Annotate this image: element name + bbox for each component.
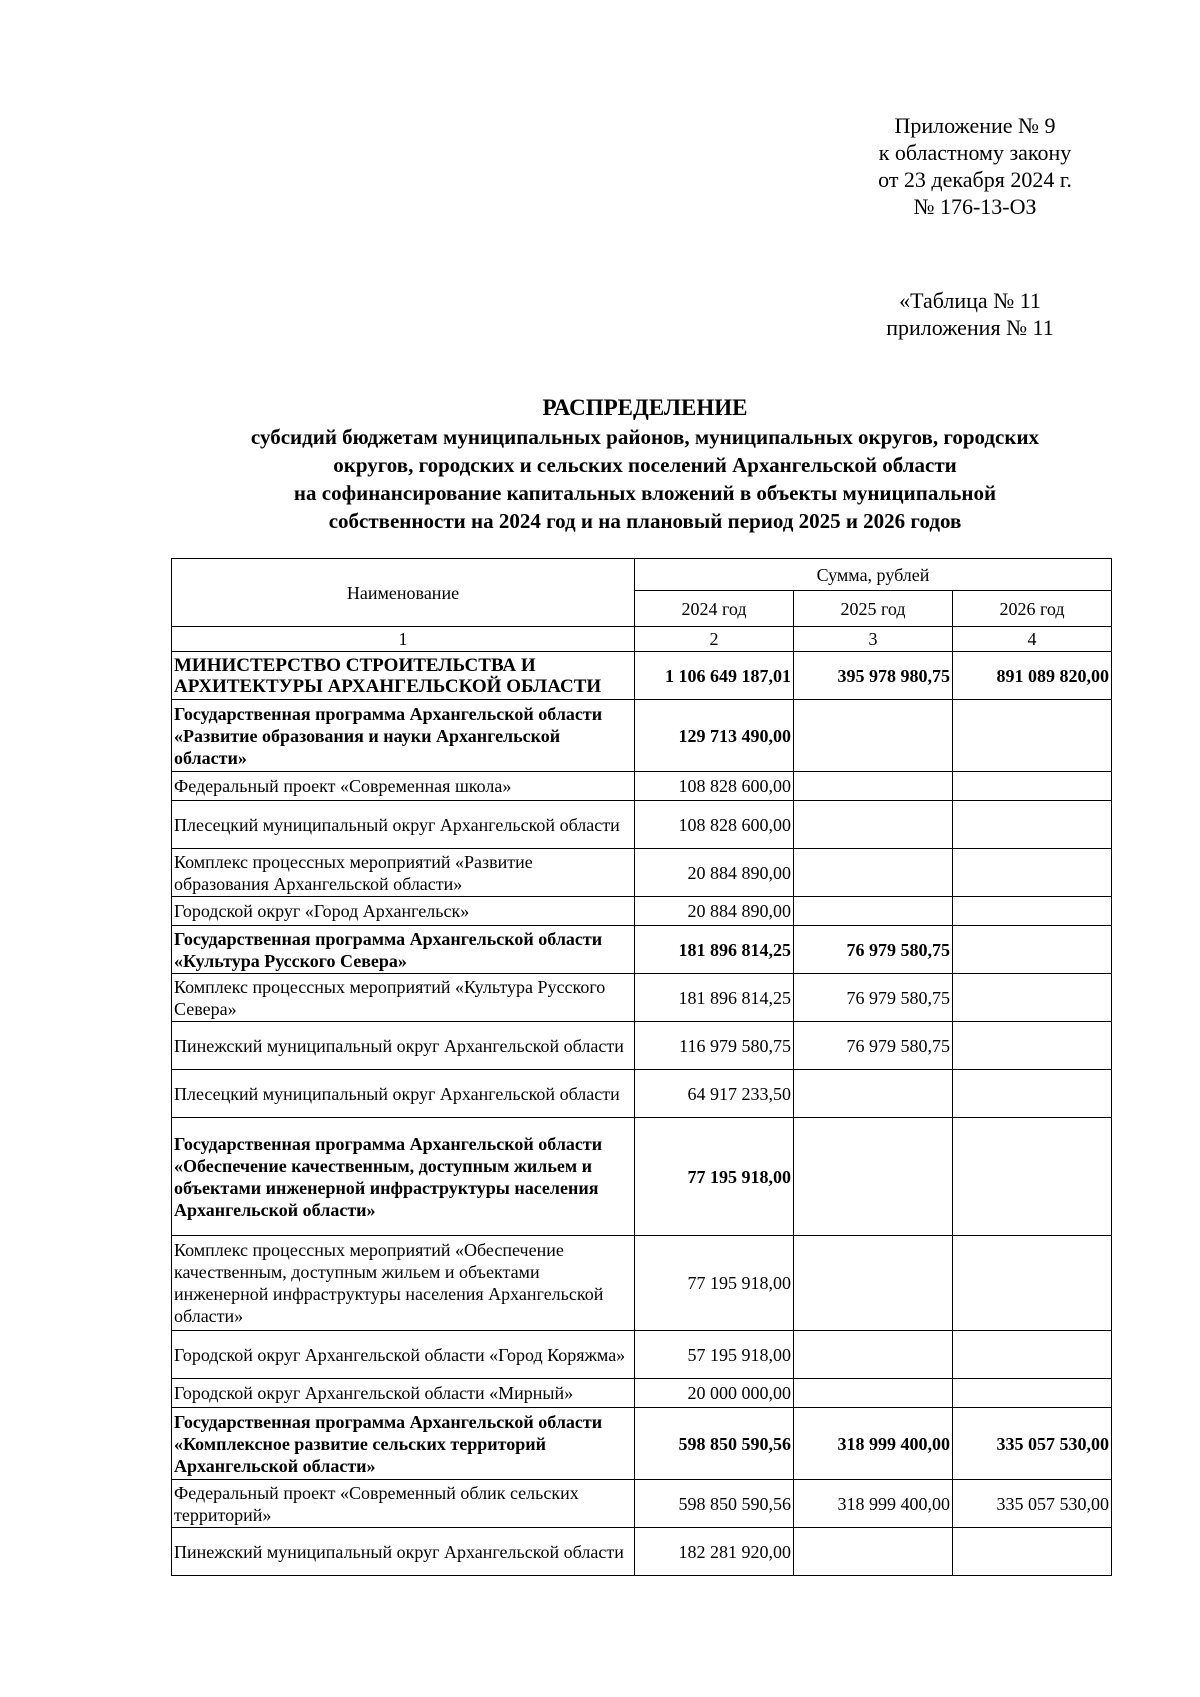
row-value-2024: 77 195 918,00 xyxy=(635,1118,794,1236)
row-value-2025: 318 999 400,00 xyxy=(794,1480,953,1528)
header-year-2025: 2025 год xyxy=(794,591,953,627)
column-number: 4 xyxy=(953,627,1112,652)
column-number: 1 xyxy=(172,627,635,652)
row-value-2024: 129 713 490,00 xyxy=(635,700,794,772)
table-row xyxy=(172,772,1112,801)
row-value-2026 xyxy=(953,772,1112,801)
column-number: 2 xyxy=(635,627,794,652)
table-row xyxy=(172,652,1112,700)
table-row xyxy=(172,1480,1112,1528)
row-value-2025 xyxy=(794,1331,953,1379)
row-value-2026: 335 057 530,00 xyxy=(953,1408,1112,1480)
row-value-2025: 76 979 580,75 xyxy=(794,926,953,974)
row-value-2025 xyxy=(794,1118,953,1236)
row-value-2024: 20 884 890,00 xyxy=(635,849,794,897)
row-value-2026 xyxy=(953,700,1112,772)
table-reference xyxy=(870,287,1070,341)
table-row xyxy=(172,1408,1112,1480)
row-value-2025: 395 978 980,75 xyxy=(794,652,953,700)
row-value-2026 xyxy=(953,926,1112,974)
row-name: Федеральный проект «Современная школа» xyxy=(172,772,635,801)
row-value-2025 xyxy=(794,801,953,849)
row-value-2025 xyxy=(794,1070,953,1118)
header-name: Наименование xyxy=(172,559,635,627)
header-sum: Сумма, рублей xyxy=(635,559,1112,591)
row-value-2025: 318 999 400,00 xyxy=(794,1408,953,1480)
row-value-2025 xyxy=(794,897,953,926)
row-value-2024: 77 195 918,00 xyxy=(635,1236,794,1331)
row-name: Государственная программа Архангельской области «Обеспечение качественным, доступным жильем и объектами инженерной инфраструктуры населения Архангельской области» xyxy=(172,1118,635,1236)
row-name: Комплекс процессных мероприятий «Обеспечение качественным, доступным жильем и объектами инженерной инфраструктуры населения Архангельской области» xyxy=(172,1236,635,1331)
row-value-2024: 1 106 649 187,01 xyxy=(635,652,794,700)
table-reference-line: приложения № 11 xyxy=(886,315,1054,340)
row-name: Государственная программа Архангельской области «Культура Русского Севера» xyxy=(172,926,635,974)
distribution-table xyxy=(171,558,1112,1576)
row-value-2026 xyxy=(953,1070,1112,1118)
row-name: Пинежский муниципальный округ Архангельской области xyxy=(172,1022,635,1070)
header-year-2024: 2024 год xyxy=(635,591,794,627)
row-value-2025 xyxy=(794,772,953,801)
row-name: Государственная программа Архангельской области «Комплексное развитие сельских территорий Архангельской области» xyxy=(172,1408,635,1480)
table-row xyxy=(172,700,1112,772)
table-row xyxy=(172,1331,1112,1379)
appendix-line: Приложение № 9 xyxy=(894,113,1056,138)
table-reference-line: «Таблица № 11 xyxy=(899,288,1041,313)
row-value-2024: 182 281 920,00 xyxy=(635,1528,794,1576)
row-value-2025: 76 979 580,75 xyxy=(794,974,953,1022)
table-row xyxy=(172,1070,1112,1118)
table-row xyxy=(172,1379,1112,1408)
row-value-2025 xyxy=(794,849,953,897)
row-value-2024: 108 828 600,00 xyxy=(635,801,794,849)
title-line: на софинансирование капитальных вложений в объекты муниципальной xyxy=(293,481,997,505)
row-name: Городской округ «Город Архангельск» xyxy=(172,897,635,926)
row-name: Городской округ Архангельской области «Город Коряжма» xyxy=(172,1331,635,1379)
row-value-2026 xyxy=(953,1379,1112,1408)
row-name: Комплекс процессных мероприятий «Развитие образования Архангельской области» xyxy=(172,849,635,897)
table-row xyxy=(172,897,1112,926)
row-value-2026 xyxy=(953,849,1112,897)
table-row xyxy=(172,926,1112,974)
row-value-2024: 64 917 233,50 xyxy=(635,1070,794,1118)
row-value-2024: 108 828 600,00 xyxy=(635,772,794,801)
table-row xyxy=(172,1118,1112,1236)
row-value-2026 xyxy=(953,801,1112,849)
table-row xyxy=(172,849,1112,897)
row-value-2026 xyxy=(953,974,1112,1022)
row-name: Пинежский муниципальный округ Архангельской области xyxy=(172,1528,635,1576)
row-value-2024: 598 850 590,56 xyxy=(635,1480,794,1528)
row-value-2024: 181 896 814,25 xyxy=(635,926,794,974)
table-row xyxy=(172,1236,1112,1331)
row-name: Комплекс процессных мероприятий «Культура Русского Севера» xyxy=(172,974,635,1022)
row-value-2024: 598 850 590,56 xyxy=(635,1408,794,1480)
table-row xyxy=(172,1022,1112,1070)
row-value-2025: 76 979 580,75 xyxy=(794,1022,953,1070)
row-value-2024: 57 195 918,00 xyxy=(635,1331,794,1379)
column-number: 3 xyxy=(794,627,953,652)
row-value-2024: 181 896 814,25 xyxy=(635,974,794,1022)
appendix-line: от 23 декабря 2024 г. xyxy=(878,167,1072,192)
row-value-2026: 891 089 820,00 xyxy=(953,652,1112,700)
row-value-2024: 20 884 890,00 xyxy=(635,897,794,926)
row-value-2025 xyxy=(794,700,953,772)
title-line: субсидий бюджетам муниципальных районов, муниципальных округов, городских xyxy=(250,425,1040,449)
header-year-2026: 2026 год xyxy=(953,591,1112,627)
appendix-line: № 176-13-ОЗ xyxy=(913,194,1037,219)
row-value-2025 xyxy=(794,1528,953,1576)
row-value-2026: 335 057 530,00 xyxy=(953,1480,1112,1528)
row-value-2024: 20 000 000,00 xyxy=(635,1379,794,1408)
table-row xyxy=(172,801,1112,849)
row-value-2026 xyxy=(953,1528,1112,1576)
row-name: Государственная программа Архангельской области «Развитие образования и науки Архангельской области» xyxy=(172,700,635,772)
row-value-2026 xyxy=(953,1022,1112,1070)
document-title xyxy=(150,393,1140,535)
row-value-2024: 116 979 580,75 xyxy=(635,1022,794,1070)
row-name: Городской округ Архангельской области «Мирный» xyxy=(172,1379,635,1408)
row-value-2025 xyxy=(794,1236,953,1331)
table-row xyxy=(172,1528,1112,1576)
row-value-2026 xyxy=(953,1118,1112,1236)
title-line: собственности на 2024 год и на плановый период 2025 и 2026 годов xyxy=(328,509,962,533)
table-row xyxy=(172,974,1112,1022)
row-name: Федеральный проект «Современный облик сельских территорий» xyxy=(172,1480,635,1528)
row-value-2026 xyxy=(953,1236,1112,1331)
row-value-2026 xyxy=(953,897,1112,926)
title-main: РАСПРЕДЕЛЕНИЕ xyxy=(542,395,748,420)
row-name: Плесецкий муниципальный округ Архангельской области xyxy=(172,801,635,849)
appendix-reference xyxy=(850,112,1100,220)
title-line: округов, городских и сельских поселений Архангельской области xyxy=(333,453,957,477)
row-name: Плесецкий муниципальный округ Архангельской области xyxy=(172,1070,635,1118)
row-name: МИНИСТЕРСТВО СТРОИТЕЛЬСТВА И АРХИТЕКТУРЫ АРХАНГЕЛЬСКОЙ ОБЛАСТИ xyxy=(172,652,635,700)
row-value-2025 xyxy=(794,1379,953,1408)
row-value-2026 xyxy=(953,1331,1112,1379)
appendix-line: к областному закону xyxy=(878,140,1072,165)
